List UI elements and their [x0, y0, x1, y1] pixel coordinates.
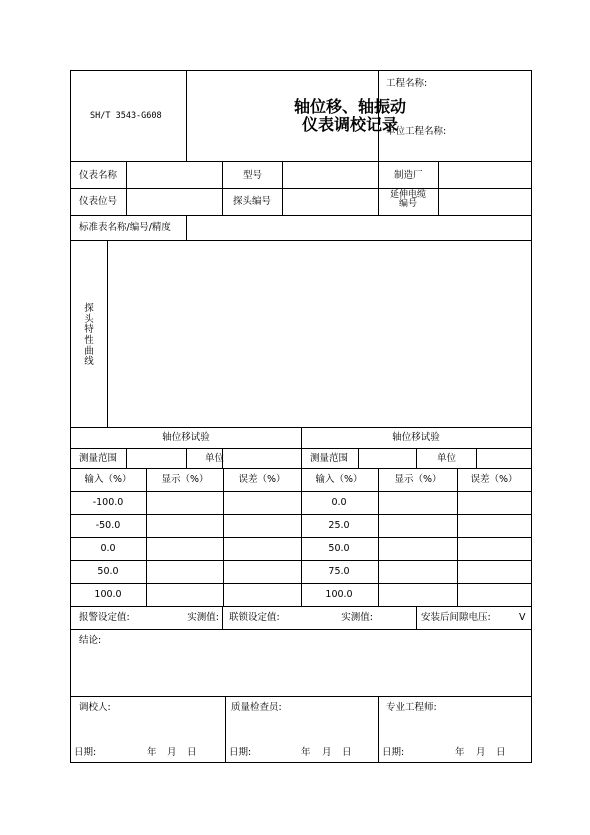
calibrator-label: 调校人: — [79, 702, 111, 713]
alarm-measured-label: 实测值: — [187, 612, 219, 623]
left-input-value: -100.0 — [92, 497, 124, 508]
day-label: 日 — [187, 747, 197, 758]
form-grid-lines — [70, 70, 532, 763]
left-input-value: 50.0 — [97, 566, 119, 577]
year-label: 年 — [301, 747, 311, 758]
instrument-name-label: 仪表名称 — [79, 170, 118, 181]
date-label: 日期: — [382, 747, 405, 758]
right-input-value: 50.0 — [328, 543, 350, 554]
right-input-value: 0.0 — [331, 497, 347, 508]
month-label: 月 — [322, 747, 332, 758]
right-header-input: 输入（%） — [315, 474, 363, 485]
left-unit-label: 单位 — [205, 453, 225, 464]
engineer-label: 专业工程师: — [386, 702, 437, 713]
left-input-value: 100.0 — [94, 589, 122, 600]
date-label: 日期: — [229, 747, 252, 758]
conclusion-label: 结论: — [79, 635, 102, 646]
right-unit-label: 单位 — [437, 453, 457, 464]
calibration-record-form — [70, 70, 532, 763]
date-label: 日期: — [74, 747, 97, 758]
manufacturer-label: 制造厂 — [394, 170, 423, 181]
right-header-error: 误差（%） — [470, 474, 518, 485]
model-label: 型号 — [243, 170, 263, 181]
instrument-position-label: 仪表位号 — [79, 196, 118, 207]
left-header-error: 误差（%） — [238, 474, 286, 485]
standard-meter-label: 标准表名称/编号/精度 — [79, 222, 171, 233]
right-input-value: 100.0 — [325, 589, 353, 600]
unit-project-name-label: 单位工程名称: — [386, 126, 447, 137]
form-code: SH/T 3543-G608 — [90, 111, 162, 121]
right-input-value: 75.0 — [328, 566, 350, 577]
gap-voltage-label: 安装后间隙电压: — [421, 612, 491, 623]
month-label: 月 — [476, 747, 486, 758]
left-input-value: -50.0 — [95, 520, 121, 531]
year-label: 年 — [455, 747, 465, 758]
right-header-display: 显示（%） — [394, 474, 442, 485]
month-label: 月 — [167, 747, 177, 758]
probe-number-label: 探头编号 — [233, 196, 272, 207]
right-input-value: 25.0 — [328, 520, 350, 531]
interlock-setting-label: 联锁设定值: — [229, 612, 280, 623]
day-label: 日 — [496, 747, 506, 758]
year-label: 年 — [147, 747, 157, 758]
left-test-title: 轴位移试验 — [162, 432, 210, 443]
form-title-line-2: 仪表调校记录 — [301, 115, 398, 134]
extension-cable-label-line-2: 编号 — [398, 199, 417, 210]
left-header-display: 显示（%） — [161, 474, 209, 485]
interlock-measured-label: 实测值: — [341, 612, 373, 623]
left-range-label: 测量范围 — [79, 453, 118, 464]
extension-cable-label-line-1: 延伸电缆 — [389, 190, 426, 200]
inspector-label: 质量检查员: — [231, 702, 282, 713]
left-header-input: 输入（%） — [84, 474, 132, 485]
alarm-setting-label: 报警设定值: — [79, 612, 130, 623]
left-input-value: 0.0 — [100, 543, 116, 554]
day-label: 日 — [342, 747, 352, 758]
probe-curve-label: 探头特性曲线 — [84, 303, 94, 368]
extension-cable-label — [378, 191, 438, 210]
right-range-label: 测量范围 — [310, 453, 349, 464]
right-test-title: 轴位移试验 — [392, 432, 440, 443]
form-title-line-1: 轴位移、轴振动 — [293, 97, 406, 116]
project-name-label: 工程名称: — [386, 78, 428, 89]
gap-voltage-unit: V — [519, 612, 526, 623]
